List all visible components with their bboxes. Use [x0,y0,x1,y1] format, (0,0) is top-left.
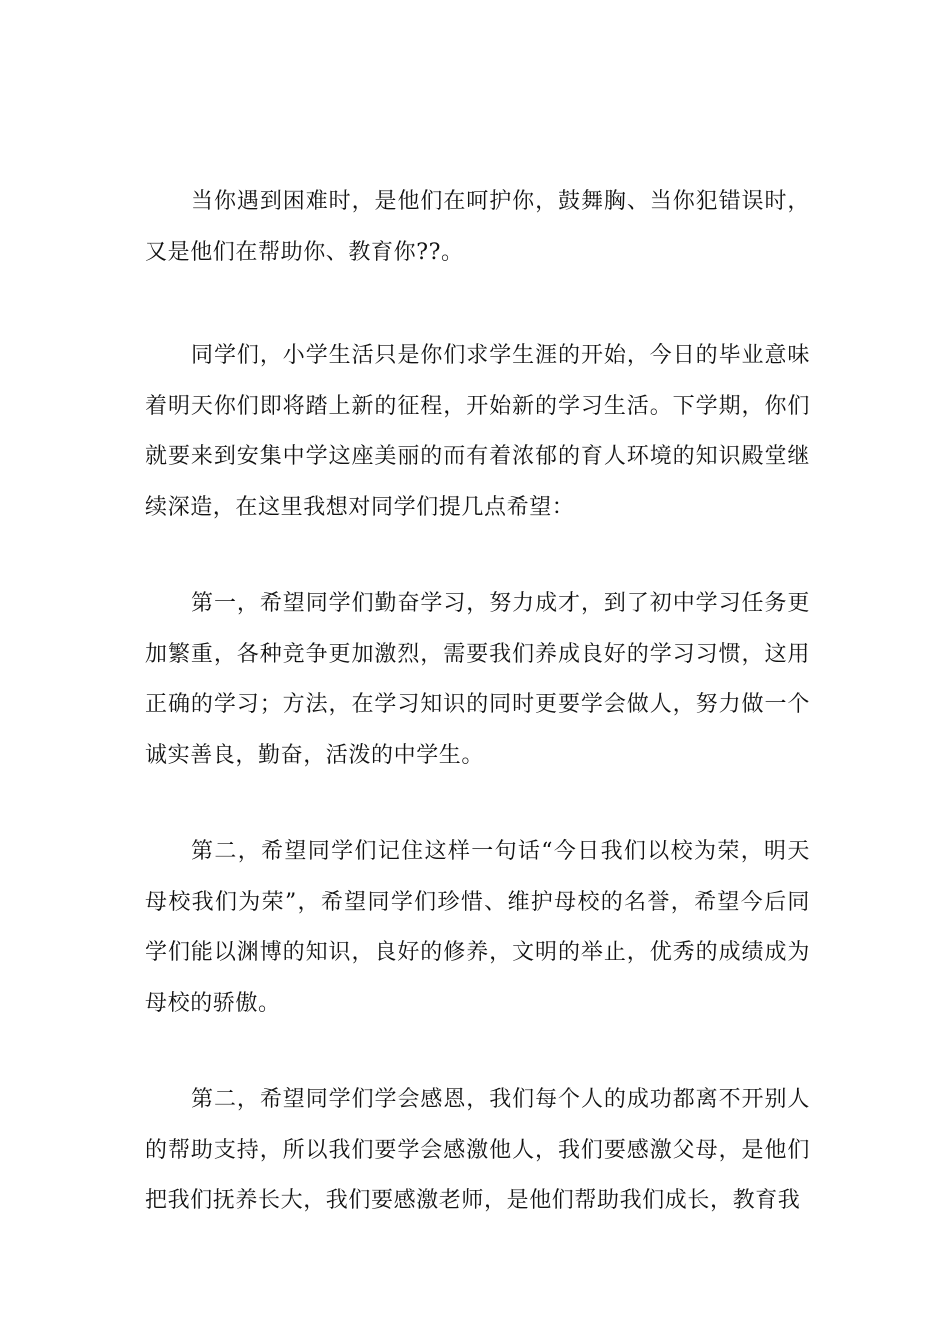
paragraph-new-journey: 同学们，小学生活只是你们求学生涯的开始，今日的毕业意味着明天你们即将踏上新的征程，开始新的学习生活。下学期，你们就要来到安集中学这座美丽的而有着浓郁的育人环境的知识殿堂继续深造，在这里我想对同学们提几点希望： [145,343,810,520]
paragraph-hope-first: 第一，希望同学们勤奋学习，努力成才，到了初中学习任务更加繁重，各种竞争更加激烈，需要我们养成良好的学习习惯，这用正确的学习；方法，在学习知识的同时更要学会做人，努力做一个诚实善良，勤奋，活泼的中学生。 [145,591,810,768]
paragraph-hope-second: 第二，希望同学们记住这样一句话“今日我们以校为荣，明天母校我们为荣”，希望同学们珍惜、维护母校的名誉，希望今后同学们能以渊博的知识，良好的修养，文明的举止，优秀的成绩成为母校的骄傲。 [145,839,810,1016]
paragraph-difficulty-help: 当你遇到困难时，是他们在呵护你，鼓舞胸、当你犯错误时，又是他们在帮助你、教育你??。 [145,189,810,265]
paragraph-hope-gratitude: 第二，希望同学们学会感恩，我们每个人的成功都离不开别人的帮助支持，所以我们要学会感激他人，我们要感激父母，是他们把我们抚养长大，我们要感激老师，是他们帮助我们成长，教育我 [145,1087,810,1213]
